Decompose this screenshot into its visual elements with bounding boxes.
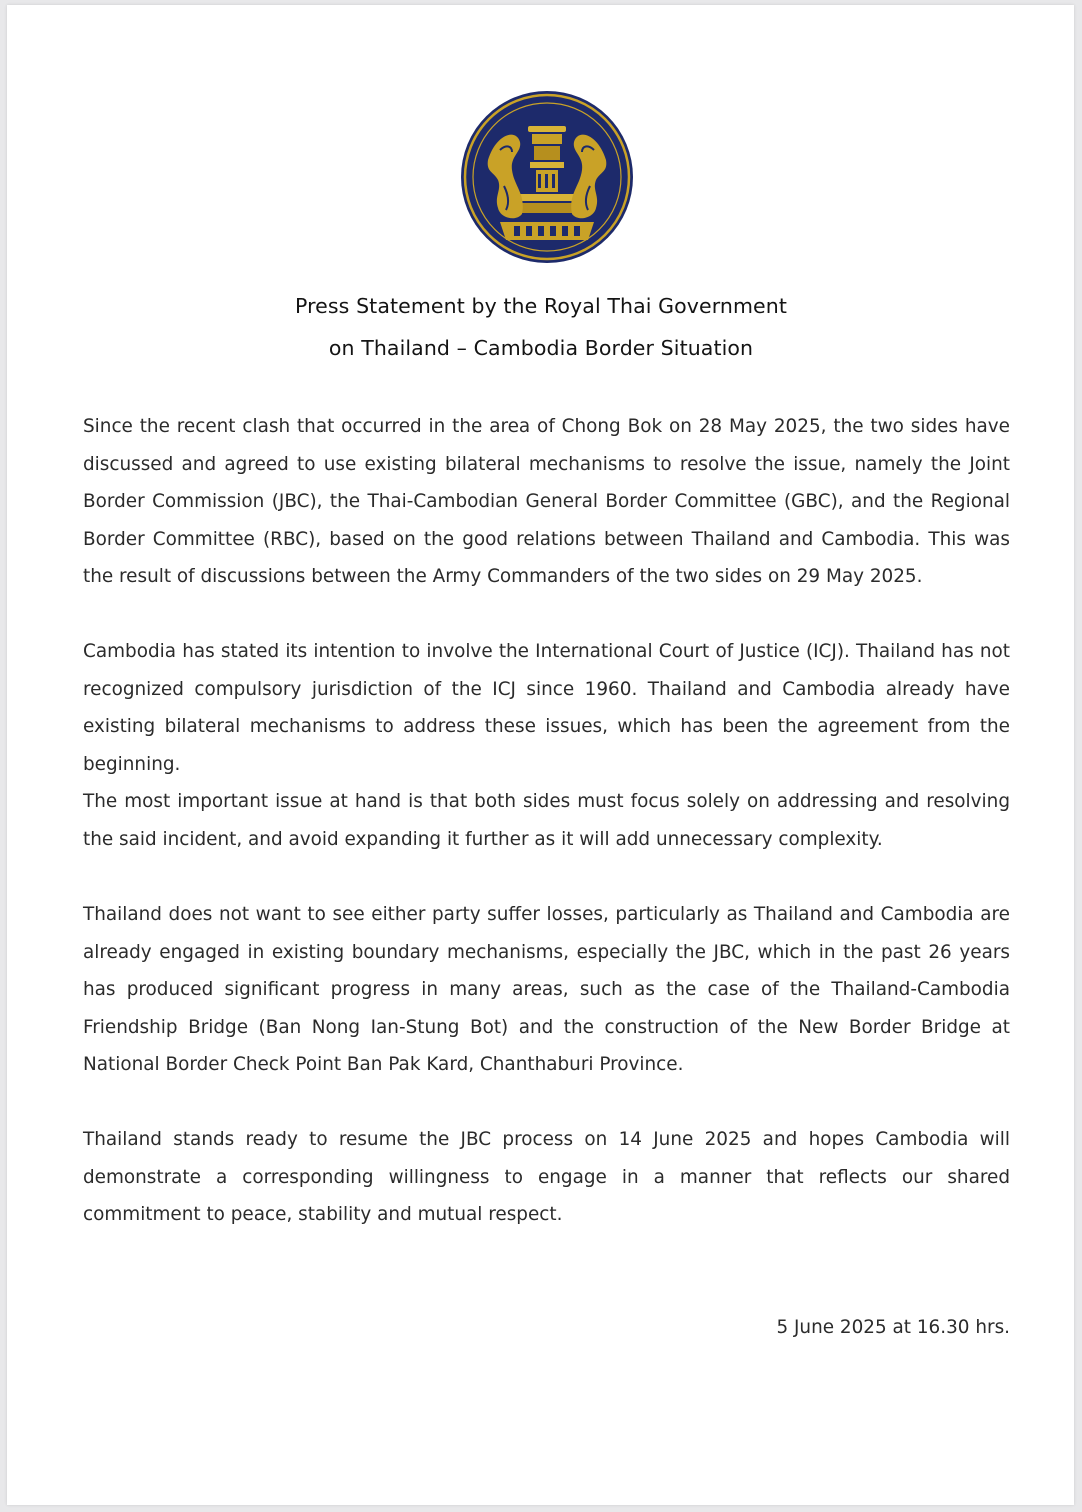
paragraph-icj-position: Cambodia has stated its intention to involve the International Court of Justice (ICJ). Thailand has not recognized compulsory jurisdiction of the ICJ since 1960. Thailand and Cambodia already have existing bilateral mechanisms to address these issues, which has been the agreement from the beginning. [83,641,1010,775]
royal-thai-government-seal-icon [460,90,634,264]
statement-title-line-1: Press Statement by the Royal Thai Government [295,294,787,318]
statement-title-line-2: on Thailand – Cambodia Border Situation [328,336,754,360]
paragraph-resume-jbc: Thailand stands ready to resume the JBC process on 14 June 2025 and hopes Cambodia will demonstrate a corresponding willingness to engage in a manner that reflects our shared commitment to peace, stability and mutual respect. [83,1129,1010,1226]
statement-dateline: 5 June 2025 at 16.30 hrs. [776,1317,1010,1338]
paragraph-focus-on-incident: The most important issue at hand is that both sides must focus solely on addressing and resolving the said incident, and avoid expanding it further as it will add unnecessary complexity. [83,791,1010,850]
paragraph-chong-bok-clash: Since the recent clash that occurred in the area of Chong Bok on 28 May 2025, the two sides have discussed and agreed to use existing bilateral mechanisms to resolve the issue, namely the Joint Border Commission (JBC), the Thai-Cambodian General Border Committee (GBC), and the Regional Border Committee (RBC), based on the good relations between Thailand and Cambodia. This was the result of discussions between the Army Commanders of the two sides on 29 May 2025. [83,416,1010,588]
paragraph-jbc-progress: Thailand does not want to see either party suffer losses, particularly as Thailand and Cambodia are already engaged in existing boundary mechanisms, especially the JBC, which in the past 26 years has produced significant progress in many areas, such as the case of the Thailand-Cambodia Friendship Bridge (Ban Nong Ian-Stung Bot) and the construction of the New Border Bridge at National Border Check Point Ban Pak Kard, Chanthaburi Province. [83,904,1010,1076]
